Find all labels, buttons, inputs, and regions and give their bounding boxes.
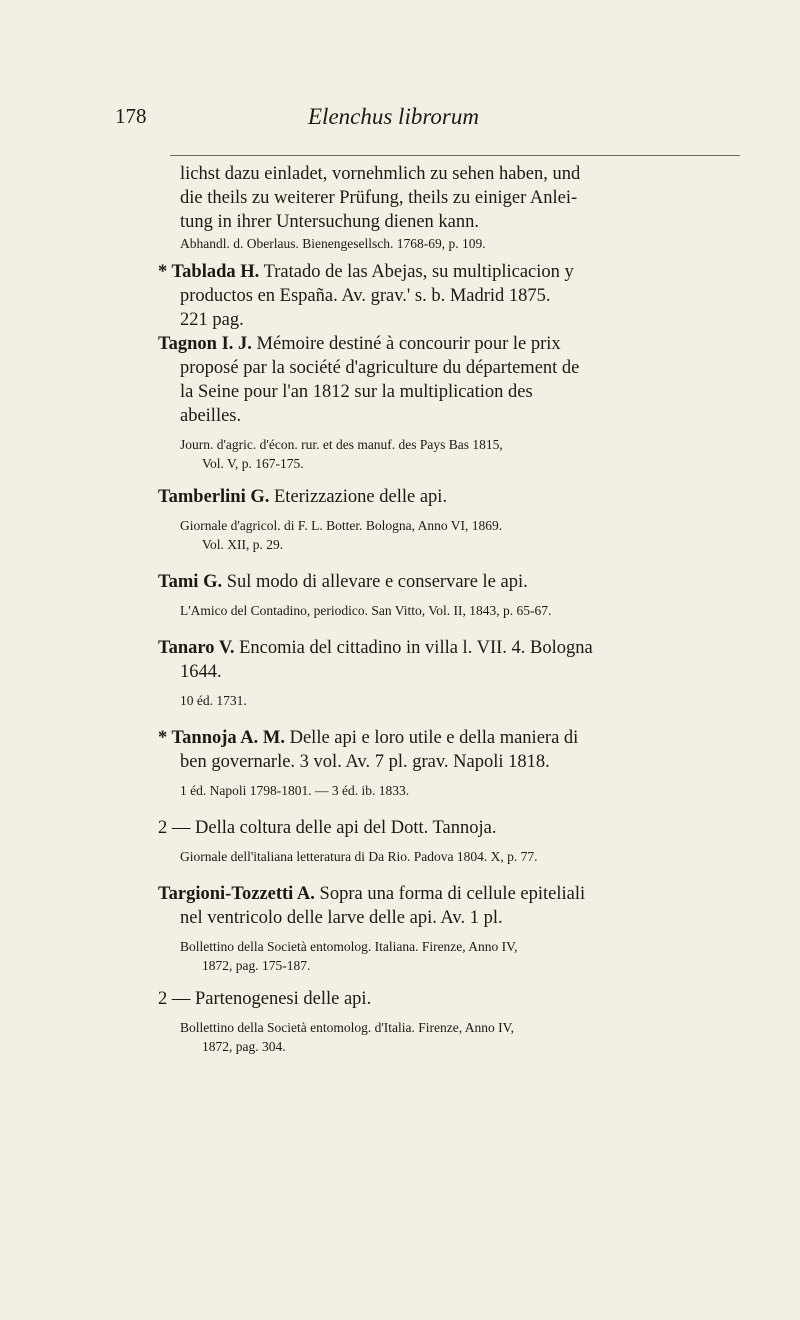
entry-line: ben governarle. 3 vol. Av. 7 pl. grav. Napoli 1818. [180, 752, 550, 772]
entry-line: lichst dazu einladet, vornehmlich zu sehen haben, und [180, 164, 581, 184]
entry-source: Vol. V, p. 167-175. [202, 456, 304, 471]
bibliography-body [158, 162, 758, 1056]
entry-line: 221 pag. [180, 310, 244, 330]
entry-line: la Seine pour l'an 1812 sur la multiplication des [180, 382, 533, 402]
entry-title: Partenogenesi delle api. [190, 989, 372, 1009]
entry-line: nel ventricolo delle larve delle api. Av. 1 pl. [180, 908, 503, 928]
entry-line: abeilles. [180, 406, 242, 426]
entry-author: Tamberlini G. [158, 487, 270, 507]
entry-line: die theils zu weiterer Prüfung, theils zu einiger Anlei- [180, 188, 578, 208]
bibliography-entry [158, 260, 758, 332]
entry-line: productos en España. Av. grav.' s. b. Madrid 1875. [180, 286, 551, 306]
page-number: 178 [115, 104, 147, 128]
entry-title: Tratado de las Abejas, su multiplicacion y [259, 262, 574, 282]
entry-title: Encomia del cittadino in villa l. VII. 4. Bologna [234, 638, 593, 658]
entry-title: Eterizzazione delle api. [269, 487, 448, 507]
page-header [0, 104, 800, 144]
entry-title: Della coltura delle api del Dott. Tannoja. [190, 818, 497, 838]
entry-number: 2 — [158, 818, 191, 838]
entry-author: * Tannoja A. M. [158, 728, 285, 748]
bibliography-entry [158, 485, 758, 554]
bibliography-entry [158, 816, 758, 866]
entry-line: tung in ihrer Untersuchung dienen kann. [180, 212, 480, 232]
entry-author: * Tablada H. [158, 262, 260, 282]
entry-author: Tagnon I. J. [158, 334, 252, 354]
entry-source: 1872, pag. 304. [202, 1039, 286, 1054]
entry-source: Journ. d'agric. d'écon. rur. et des manuf. des Pays Bas 1815, [180, 437, 503, 452]
entry-source: 1872, pag. 175-187. [202, 958, 311, 973]
bibliography-entry [158, 162, 758, 253]
running-title: Elenchus librorum [308, 104, 479, 129]
entry-source: L'Amico del Contadino, periodico. San Vitto, Vol. II, 1843, p. 65-67. [180, 603, 552, 618]
bibliography-entry [158, 636, 758, 710]
entry-source: Vol. XII, p. 29. [202, 537, 284, 552]
entry-title: Delle api e loro utile e della maniera di [284, 728, 579, 748]
bibliography-entry [158, 882, 758, 975]
header-rule [170, 155, 740, 156]
entry-author: Tanaro V. [158, 638, 235, 658]
entry-line: proposé par la société d'agriculture du département de [180, 358, 580, 378]
entry-title: Sopra una forma di cellule epiteliali [314, 884, 586, 904]
entry-title: Sul modo di allevare e conservare le api. [222, 572, 528, 592]
entry-source: Bollettino della Società entomolog. d'Italia. Firenze, Anno IV, [180, 1020, 514, 1035]
entry-author: Tami G. [158, 572, 223, 592]
bibliography-entry [158, 570, 758, 620]
bibliography-entry [158, 987, 758, 1056]
bibliography-entry [158, 726, 758, 800]
entry-source: 1 éd. Napoli 1798-1801. — 3 éd. ib. 1833. [180, 783, 410, 798]
entry-line: 1644. [180, 662, 222, 682]
entry-source: Abhandl. d. Oberlaus. Bienengesellsch. 1768-69, p. 109. [180, 236, 486, 251]
entry-author: Targioni-Tozzetti A. [158, 884, 315, 904]
entry-title: Mémoire destiné à concourir pour le prix [251, 334, 561, 354]
entry-source: Giornale d'agricol. di F. L. Botter. Bologna, Anno VI, 1869. [180, 518, 503, 533]
entry-source: Giornale dell'italiana letteratura di Da Rio. Padova 1804. X, p. 77. [180, 849, 538, 864]
bibliography-entry [158, 332, 758, 473]
entry-source: 10 éd. 1731. [180, 693, 247, 708]
entry-number: 2 — [158, 989, 191, 1009]
entry-source: Bollettino della Società entomolog. Italiana. Firenze, Anno IV, [180, 939, 518, 954]
